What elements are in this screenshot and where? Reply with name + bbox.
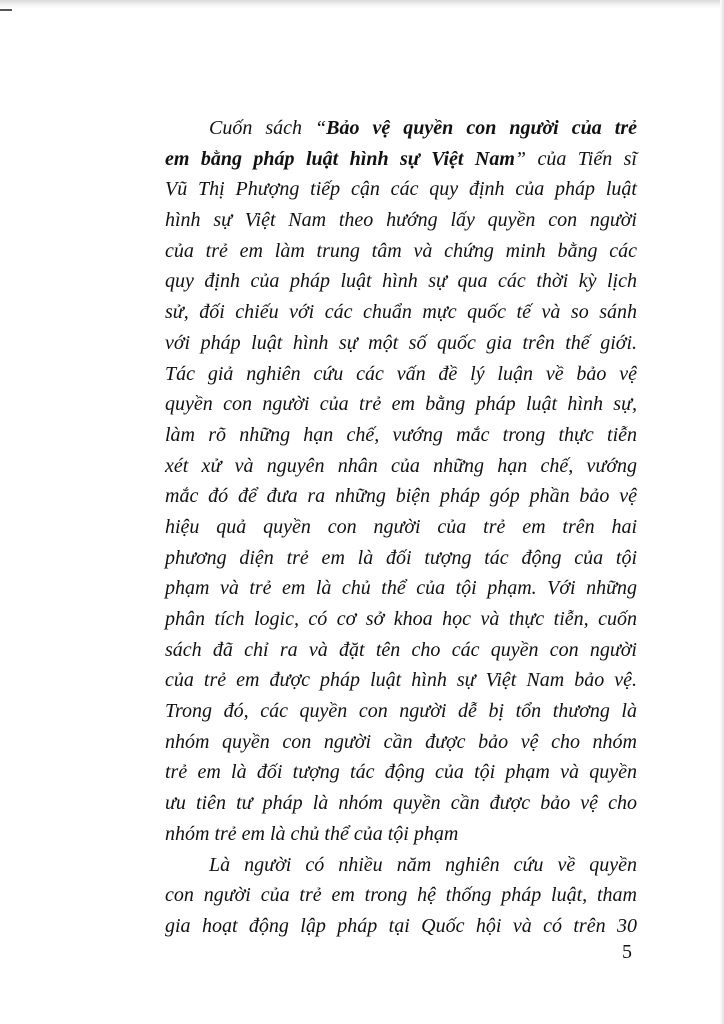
text-line: Tác giả nghiên cứu các vấn đề lý luận về bảo vệ <box>165 362 637 385</box>
text-line: của trẻ em làm trung tâm và chứng minh bằng các <box>165 239 637 262</box>
text-line: quyền con người của trẻ em bằng pháp luật hình sự, <box>165 393 637 416</box>
text-line: mắc đó để đưa ra những biện pháp góp phần bảo vệ <box>165 485 637 508</box>
text-line: em bằng pháp luật hình sự Việt Nam” của Tiến sĩ <box>165 147 637 170</box>
text-line: xét xử và nguyên nhân của những hạn chế, vướng <box>165 454 637 477</box>
text-line: nhóm quyền con người cần được bảo vệ cho nhóm <box>165 730 637 753</box>
text-line: phân tích logic, có cơ sở khoa học và thực tiễn, cuốn <box>165 608 637 630</box>
text-line: phạm và trẻ em là chủ thể của tội phạm. Với những <box>165 577 637 600</box>
text-line: hiệu quả quyền con người của trẻ em trên hai <box>165 515 637 538</box>
page-number: 5 <box>622 941 632 963</box>
text-line: của trẻ em được pháp luật hình sự Việt Nam bảo vệ. <box>165 669 637 692</box>
text-line: với pháp luật hình sự một số quốc gia trên thế giới. <box>165 331 637 354</box>
text-line: Trong đó, các quyền con người dễ bị tổn thương là <box>165 700 637 723</box>
text-line: Là người có nhiều năm nghiên cứu về quyền <box>209 853 637 876</box>
scan-top-edge <box>0 0 724 9</box>
scan-right-edge <box>720 0 724 1024</box>
text-line: nhóm trẻ em là chủ thể của tội phạm <box>165 822 459 845</box>
body-text <box>165 113 637 942</box>
text-line: trẻ em là đối tượng tác động của tội phạm và quyền <box>165 761 637 784</box>
text-line: sách đã chỉ ra và đặt tên cho các quyền con người <box>165 638 637 661</box>
scan-corner-mark <box>0 9 12 11</box>
text-line: gia hoạt động lập pháp tại Quốc hội và có trên 30 <box>165 914 637 937</box>
text-line: phương diện trẻ em là đối tượng tác động của tội <box>165 546 637 569</box>
text-line: làm rõ những hạn chế, vướng mắc trong thực tiễn <box>165 423 637 446</box>
text-line: con người của trẻ em trong hệ thống pháp luật, tham <box>165 884 637 907</box>
text-line: hình sự Việt Nam theo hướng lấy quyền con người <box>165 209 637 232</box>
text-line: Vũ Thị Phượng tiếp cận các quy định của pháp luật <box>165 178 637 201</box>
book-title-part1: Bảo vệ quyền con người của trẻ <box>326 117 637 139</box>
text-line: sử, đối chiếu với các chuẩn mực quốc tế và so sánh <box>165 301 637 324</box>
text-line: quy định của pháp luật hình sự qua các thời kỳ lịch <box>165 270 637 293</box>
text-line: Cuốn sách “Bảo vệ quyền con người của trẻ <box>209 117 637 139</box>
book-title-part2: em bằng pháp luật hình sự Việt Nam <box>165 147 515 170</box>
text-line: ưu tiên tư pháp là nhóm quyền cần được bảo vệ cho <box>165 792 637 815</box>
